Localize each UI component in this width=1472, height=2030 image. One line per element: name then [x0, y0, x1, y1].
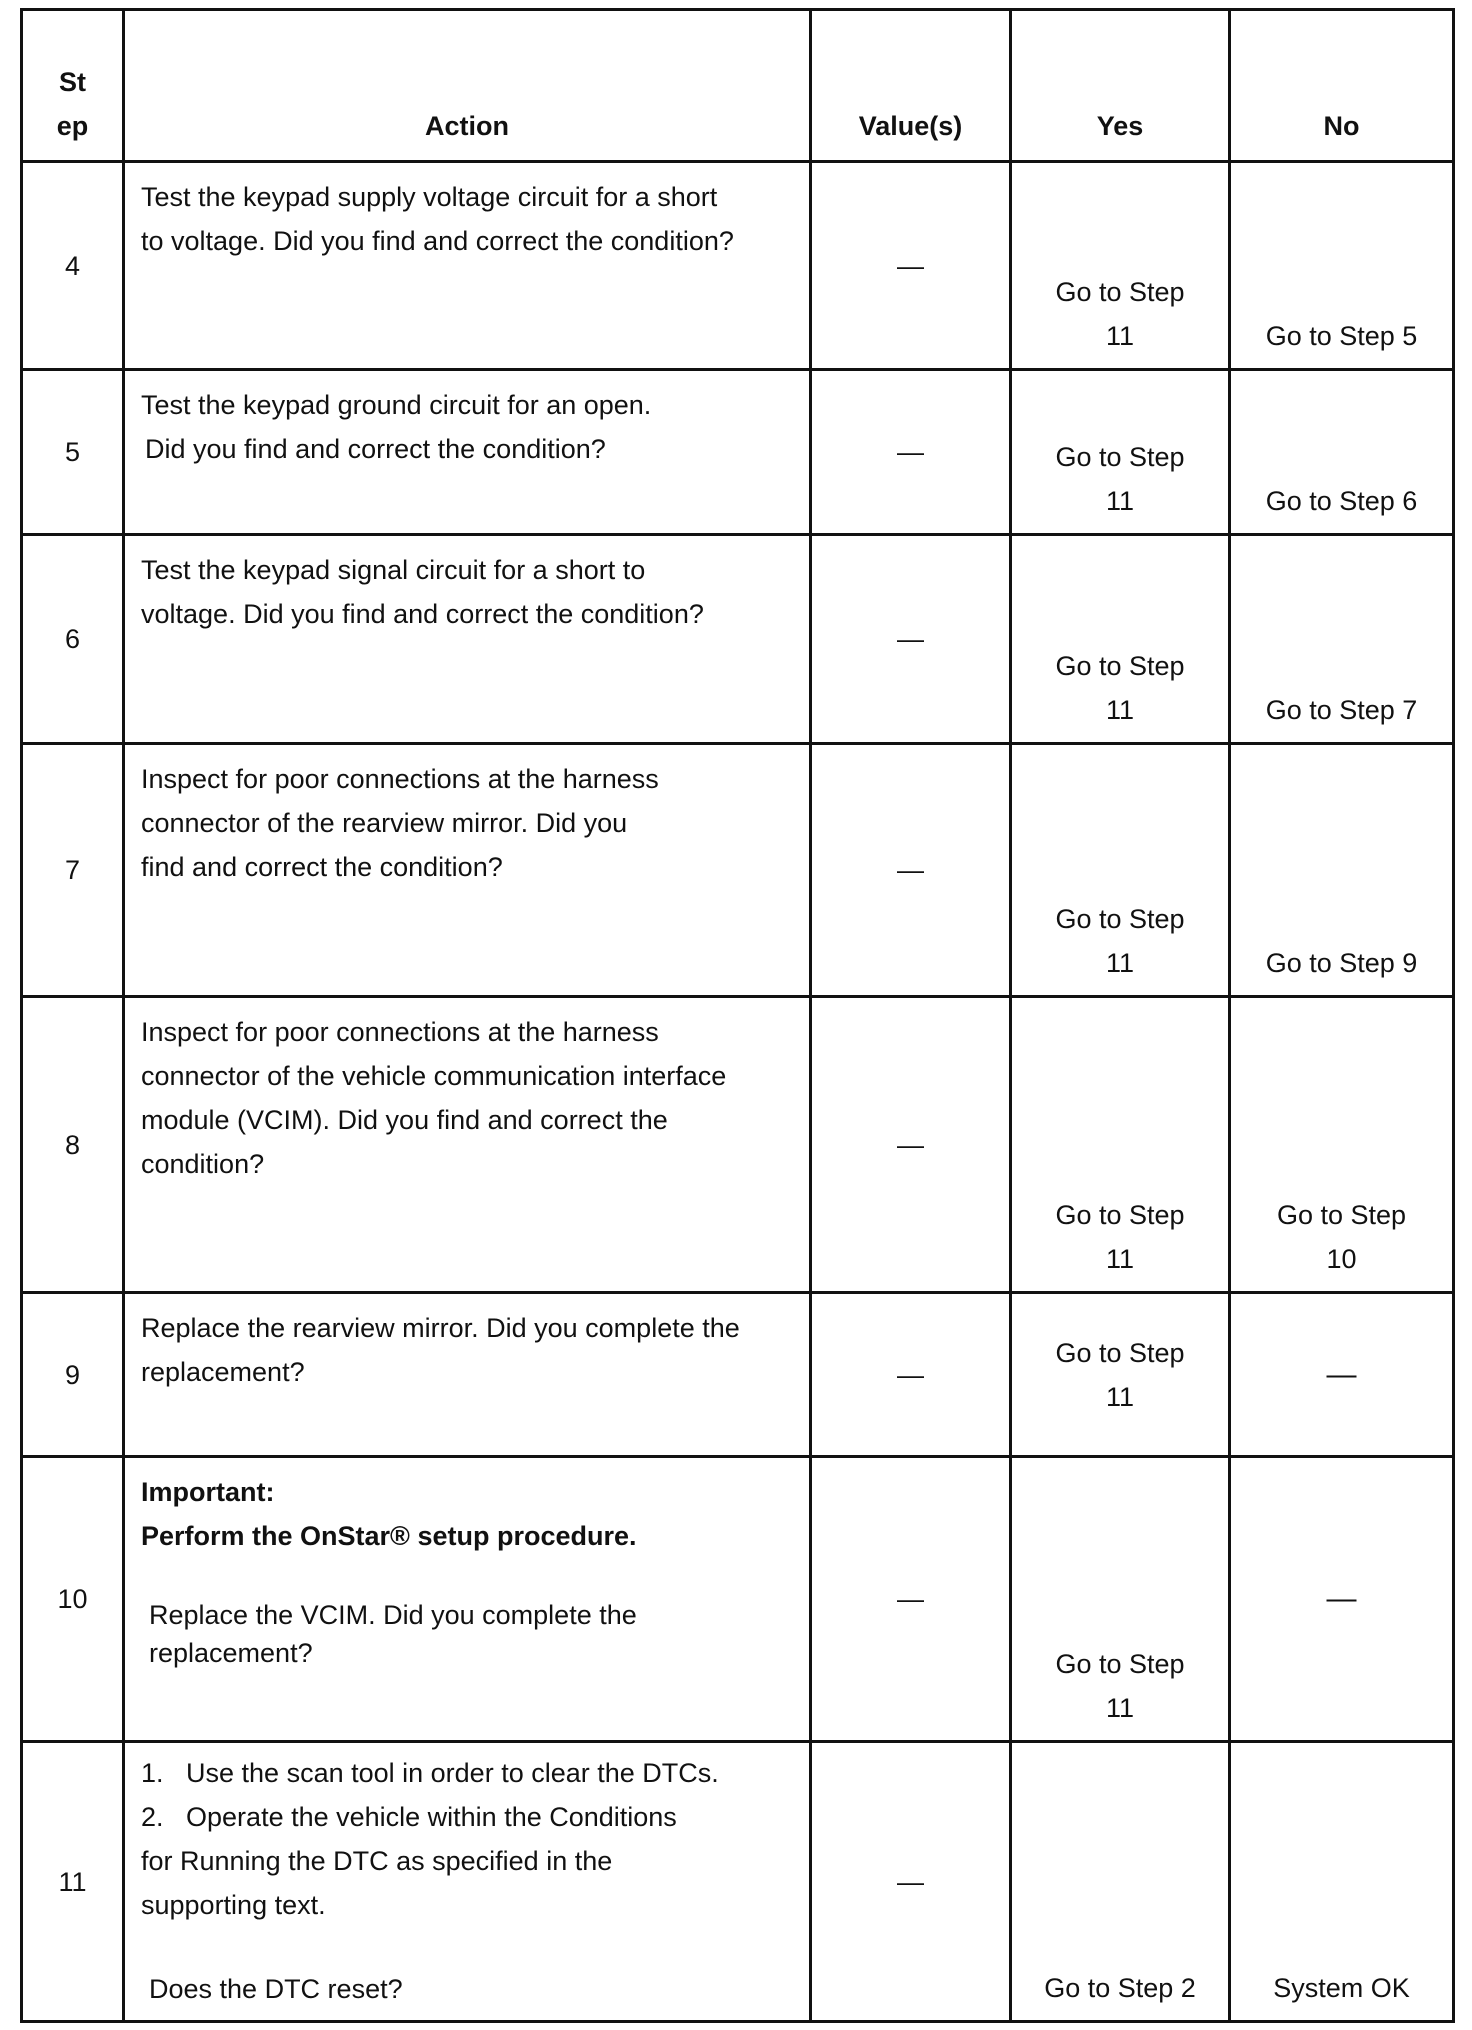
action-line: voltage. Did you find and correct the condition?	[141, 599, 704, 629]
table-row	[22, 535, 1454, 744]
action-line: condition?	[141, 1149, 265, 1179]
yes-cell	[1011, 1293, 1230, 1457]
action-line: find and correct the condition?	[141, 852, 503, 882]
yes-cell	[1011, 744, 1230, 997]
header-step	[22, 10, 124, 162]
action-line: Test the keypad supply voltage circuit for a short	[141, 182, 718, 212]
yes-line: 11	[1105, 1244, 1135, 1274]
table-row	[22, 370, 1454, 535]
no-cell	[1230, 744, 1454, 997]
important-text: Perform the OnStar® setup procedure.	[141, 1521, 637, 1551]
spacer	[141, 1558, 793, 1596]
action-line: Inspect for poor connections at the harness	[141, 764, 659, 794]
yes-line: Go to Step	[1055, 904, 1185, 934]
step-number: 7	[22, 744, 124, 997]
action-line: to voltage. Did you find and correct the condition?	[141, 226, 734, 256]
table-row	[22, 1293, 1454, 1457]
yes-line: Go to Step	[1055, 1649, 1185, 1679]
action-text	[124, 997, 811, 1293]
step-number: 9	[22, 1293, 124, 1457]
value-cell: —	[811, 1293, 1011, 1457]
step-number: 10	[22, 1457, 124, 1742]
no-line: Go to Step 7	[1265, 695, 1418, 725]
step-number: 11	[22, 1742, 124, 2022]
yes-cell	[1011, 1457, 1230, 1742]
yes-line: Go to Step	[1055, 442, 1185, 472]
no-cell	[1230, 997, 1454, 1293]
value-cell: —	[811, 162, 1011, 370]
action-text	[124, 1293, 811, 1457]
yes-line: Go to Step	[1055, 277, 1185, 307]
header-step-line1: St	[59, 67, 86, 97]
no-cell	[1230, 1293, 1454, 1457]
header-step-line2: ep	[56, 111, 89, 141]
table-row	[22, 744, 1454, 997]
yes-line: 11	[1105, 486, 1135, 516]
no-line: Go to Step 6	[1265, 486, 1418, 516]
yes-line: 11	[1105, 321, 1135, 351]
yes-cell	[1011, 162, 1230, 370]
header-action: Action	[124, 10, 811, 162]
action-text	[124, 370, 811, 535]
no-line: —	[1326, 1357, 1357, 1391]
no-line: System OK	[1273, 1973, 1410, 2003]
action-line: Replace the rearview mirror. Did you complete the	[141, 1313, 740, 1343]
yes-cell	[1011, 1742, 1230, 2022]
action-line: 2. Operate the vehicle within the Conditions	[141, 1802, 677, 1832]
value-cell: —	[811, 744, 1011, 997]
action-line: module (VCIM). Did you find and correct the	[141, 1105, 668, 1135]
header-yes: Yes	[1011, 10, 1230, 162]
action-text	[124, 162, 811, 370]
no-line: Go to Step 9	[1265, 948, 1418, 978]
step-number: 4	[22, 162, 124, 370]
table-row	[22, 162, 1454, 370]
action-line: Test the keypad signal circuit for a short to	[141, 555, 646, 585]
step-number: 8	[22, 997, 124, 1293]
value-cell: —	[811, 370, 1011, 535]
yes-line: 11	[1105, 695, 1135, 725]
value-cell: —	[811, 997, 1011, 1293]
action-text	[124, 744, 811, 997]
yes-line: Go to Step	[1055, 1337, 1185, 1368]
action-line: connector of the rearview mirror. Did you	[141, 808, 628, 838]
no-line: 10	[1326, 1244, 1357, 1274]
yes-cell	[1011, 535, 1230, 744]
no-line: —	[1326, 1582, 1357, 1615]
no-cell	[1230, 1742, 1454, 2022]
yes-cell	[1011, 370, 1230, 535]
yes-line: 11	[1105, 948, 1135, 978]
yes-line: Go to Step 2	[1044, 1973, 1196, 2003]
no-line: Go to Step 5	[1265, 321, 1418, 351]
value-cell: —	[811, 1457, 1011, 1742]
yes-line: Go to Step	[1055, 651, 1185, 681]
no-cell	[1230, 370, 1454, 535]
action-line: connector of the vehicle communication interface	[141, 1061, 727, 1091]
question-text: Does the DTC reset?	[149, 1974, 403, 2004]
header-no: No	[1230, 10, 1454, 162]
action-line: Inspect for poor connections at the harness	[141, 1017, 659, 1047]
important-label: Important:	[141, 1477, 275, 1507]
no-cell	[1230, 1457, 1454, 1742]
step-number: 5	[22, 370, 124, 535]
table-row	[22, 997, 1454, 1293]
no-line: Go to Step	[1276, 1200, 1407, 1230]
action-line: replacement?	[149, 1638, 313, 1668]
no-cell	[1230, 535, 1454, 744]
action-line: supporting text.	[141, 1890, 326, 1920]
no-cell	[1230, 162, 1454, 370]
yes-line: Go to Step	[1055, 1200, 1185, 1230]
action-text	[124, 1742, 811, 2022]
yes-line: 11	[1105, 1381, 1135, 1412]
action-line: Replace the VCIM. Did you complete the	[149, 1600, 637, 1630]
header-values: Value(s)	[811, 10, 1011, 162]
value-cell: —	[811, 1742, 1011, 2022]
action-line: replacement?	[141, 1357, 305, 1387]
yes-cell	[1011, 997, 1230, 1293]
table-header-row	[22, 10, 1454, 162]
action-line: Did you find and correct the condition?	[145, 434, 606, 464]
action-line: Test the keypad ground circuit for an open.	[141, 390, 652, 420]
action-line: for Running the DTC as specified in the	[141, 1846, 613, 1876]
action-text	[124, 1457, 811, 1742]
value-cell: —	[811, 535, 1011, 744]
step-number: 6	[22, 535, 124, 744]
table-row	[22, 1457, 1454, 1742]
table-row	[22, 1742, 1454, 2022]
spacer	[141, 1927, 793, 1967]
action-line: 1. Use the scan tool in order to clear the DTCs.	[141, 1758, 719, 1788]
yes-line: 11	[1105, 1693, 1135, 1723]
diagnostic-table	[20, 8, 1455, 2023]
action-text	[124, 535, 811, 744]
